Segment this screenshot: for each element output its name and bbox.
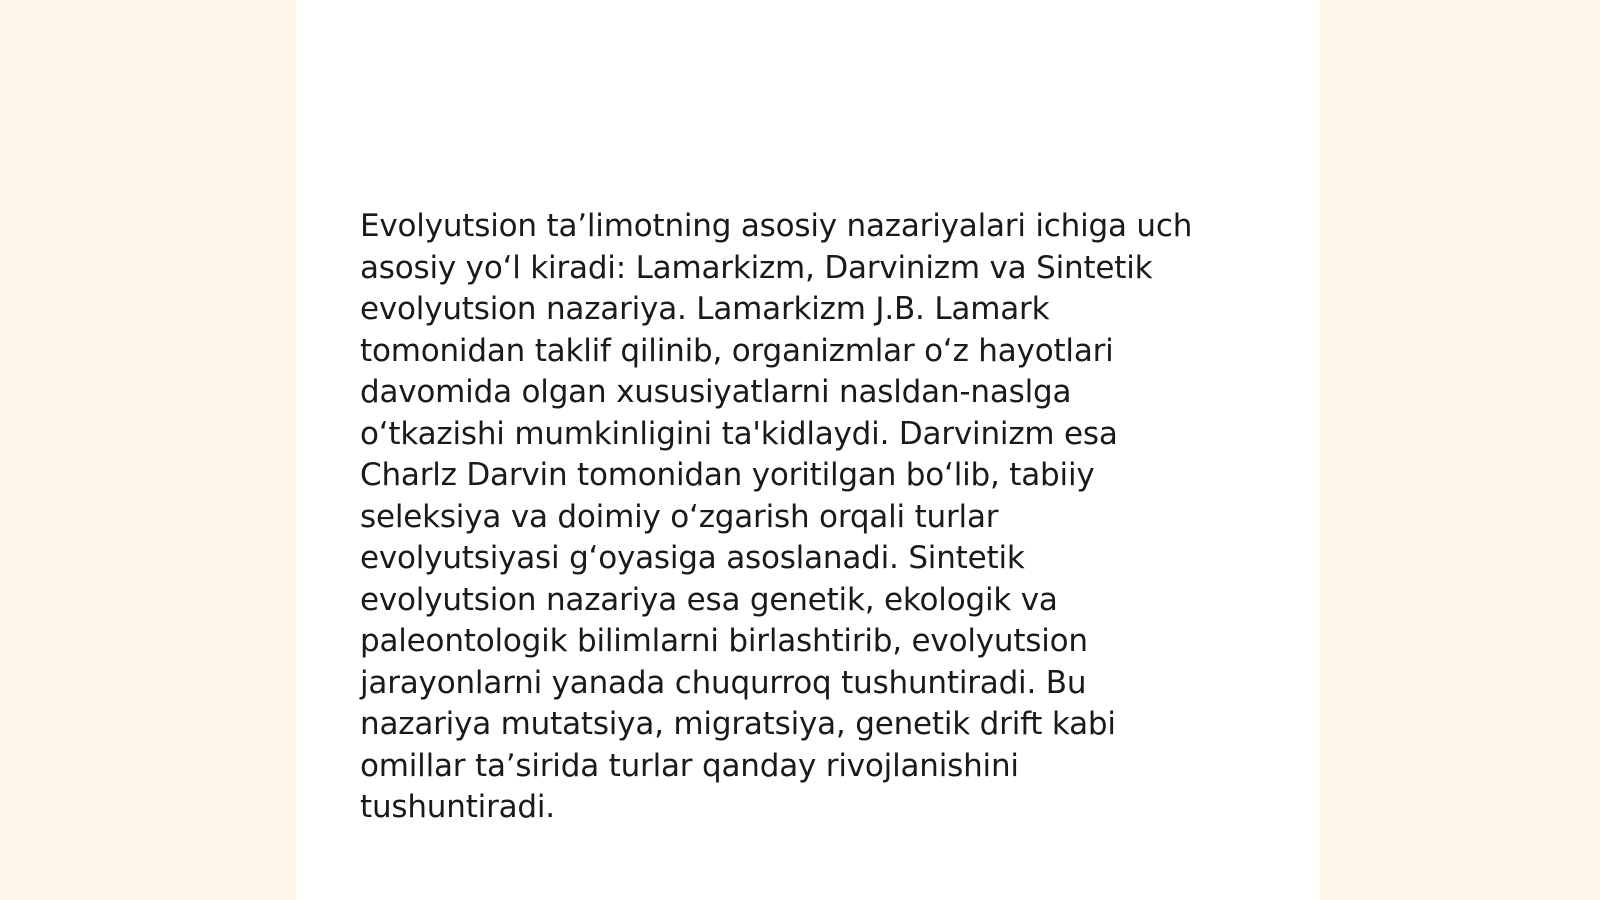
text-line: tomonidan taklif qilinib, organizmlar o‘z hayotlari [360, 332, 1114, 369]
document-page [296, 0, 1320, 900]
text-line: jarayonlarni yanada chuqurroq tushuntiradi. Bu [360, 664, 1087, 701]
right-margin-background [1320, 0, 1600, 900]
text-line: seleksiya va doimiy o‘zgarish orqali turlar [360, 498, 999, 535]
text-line: asosiy yo‘l kiradi: Lamarkizm, Darvinizm va Sintetik [360, 249, 1153, 286]
text-line: Evolyutsion ta’limotning asosiy nazariyalari ichiga uch [360, 208, 1193, 244]
text-line: tushuntiradi. [360, 789, 555, 825]
text-line: davomida olgan xususiyatlarni nasldan-naslga [360, 374, 1072, 410]
document-body [360, 206, 1260, 829]
text-line: paleontologik bilimlarni birlashtirib, evolyutsion [360, 623, 1088, 659]
text-line: evolyutsion nazariya esa genetik, ekologik va [360, 581, 1058, 618]
text-line: evolyutsion nazariya. Lamarkizm J.B. Lamark [360, 291, 1050, 327]
left-margin-background [0, 0, 296, 900]
text-line: omillar ta’sirida turlar qanday rivojlanishini [360, 747, 1019, 784]
text-line: Charlz Darvin tomonidan yoritilgan bo‘lib, tabiiy [360, 457, 1095, 493]
text-line: evolyutsiyasi g‘oyasiga asoslanadi. Sintetik [360, 540, 1025, 576]
text-line: o‘tkazishi mumkinligini ta'kidlaydi. Darvinizm esa [360, 415, 1118, 452]
text-line: nazariya mutatsiya, migratsiya, genetik drift kabi [360, 706, 1116, 742]
